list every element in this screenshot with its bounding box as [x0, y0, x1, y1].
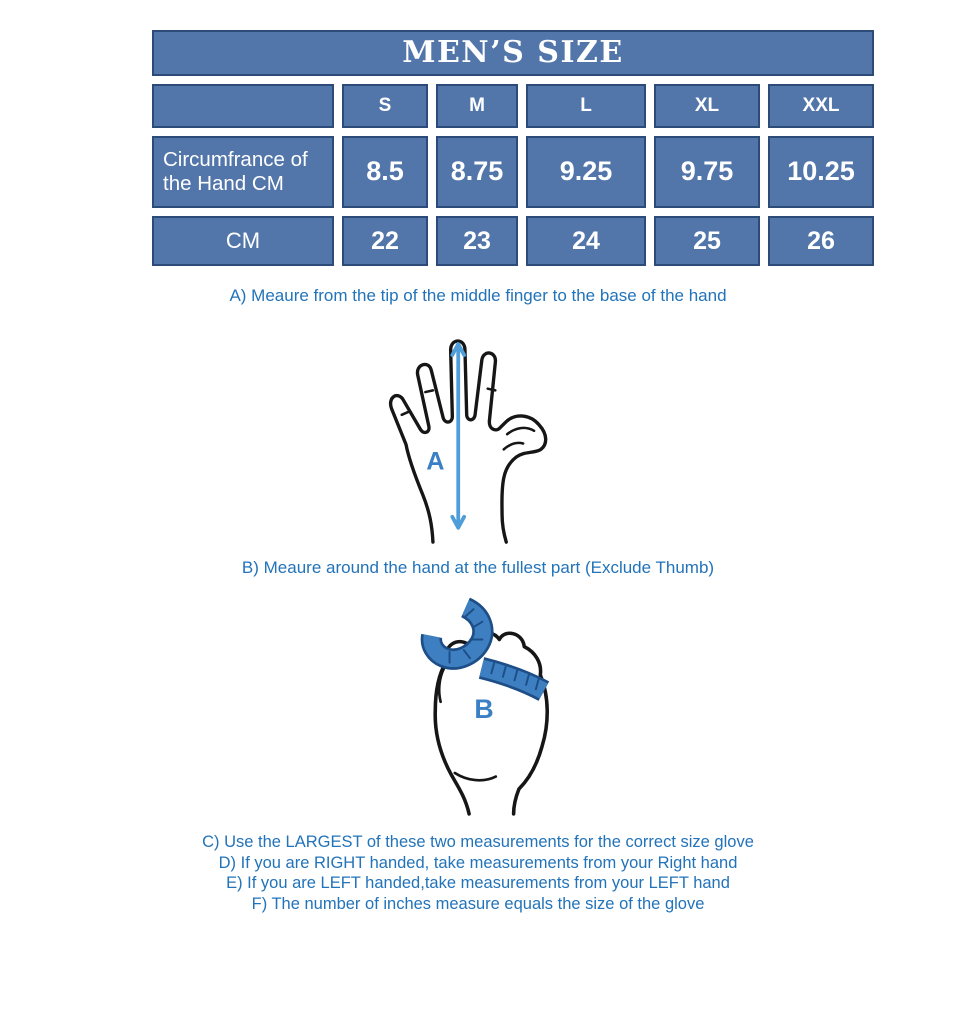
- cm-value-xl: 25: [654, 216, 760, 266]
- size-header-m: M: [436, 84, 518, 128]
- size-header-s: S: [342, 84, 428, 128]
- row-label-cm: CM: [152, 216, 334, 266]
- size-header-l: L: [526, 84, 646, 128]
- size-header-xxl: XXL: [768, 84, 874, 128]
- cm-value-xxl: 26: [768, 216, 874, 266]
- measurement-arrow-icon: [452, 344, 464, 528]
- cm-value-m: 23: [436, 216, 518, 266]
- note-e: E) If you are LEFT handed,take measurements from your LEFT hand: [226, 874, 730, 893]
- figure-b-label: B: [474, 693, 494, 724]
- figure-a-label: A: [425, 447, 444, 476]
- circumference-value-s: 8.5: [342, 136, 428, 208]
- open-hand-illustration: [379, 316, 556, 544]
- note-c: C) Use the LARGEST of these two measurements for the correct size glove: [202, 833, 754, 851]
- note-d: D) If you are RIGHT handed, take measurements from your Right hand: [218, 853, 738, 872]
- circumference-value-m: 8.75: [436, 136, 518, 208]
- circumference-value-xxl: 10.25: [768, 136, 874, 208]
- cm-value-l: 24: [526, 216, 646, 266]
- note-b: B) Meaure around the hand at the fullest part (Exclude Thumb): [241, 558, 715, 577]
- size-table: [152, 30, 876, 266]
- instructions-block: [0, 832, 956, 915]
- circumference-value-xl: 9.75: [654, 136, 760, 208]
- open-hand-outline-icon: [390, 341, 545, 542]
- size-header-xl: XL: [654, 84, 760, 128]
- row-label-circumference: Circumfrance of the Hand CM: [152, 136, 334, 208]
- table-corner-cell: [152, 84, 334, 128]
- circumference-value-l: 9.25: [526, 136, 646, 208]
- cm-value-s: 22: [342, 216, 428, 266]
- fist-measuring-illustration: [389, 584, 567, 816]
- note-a: A) Meaure from the tip of the middle finger to the base of the hand: [229, 286, 727, 305]
- note-f: F) The number of inches measure equals the size of the glove: [251, 894, 705, 913]
- table-title: MEN’S SIZE: [152, 30, 874, 76]
